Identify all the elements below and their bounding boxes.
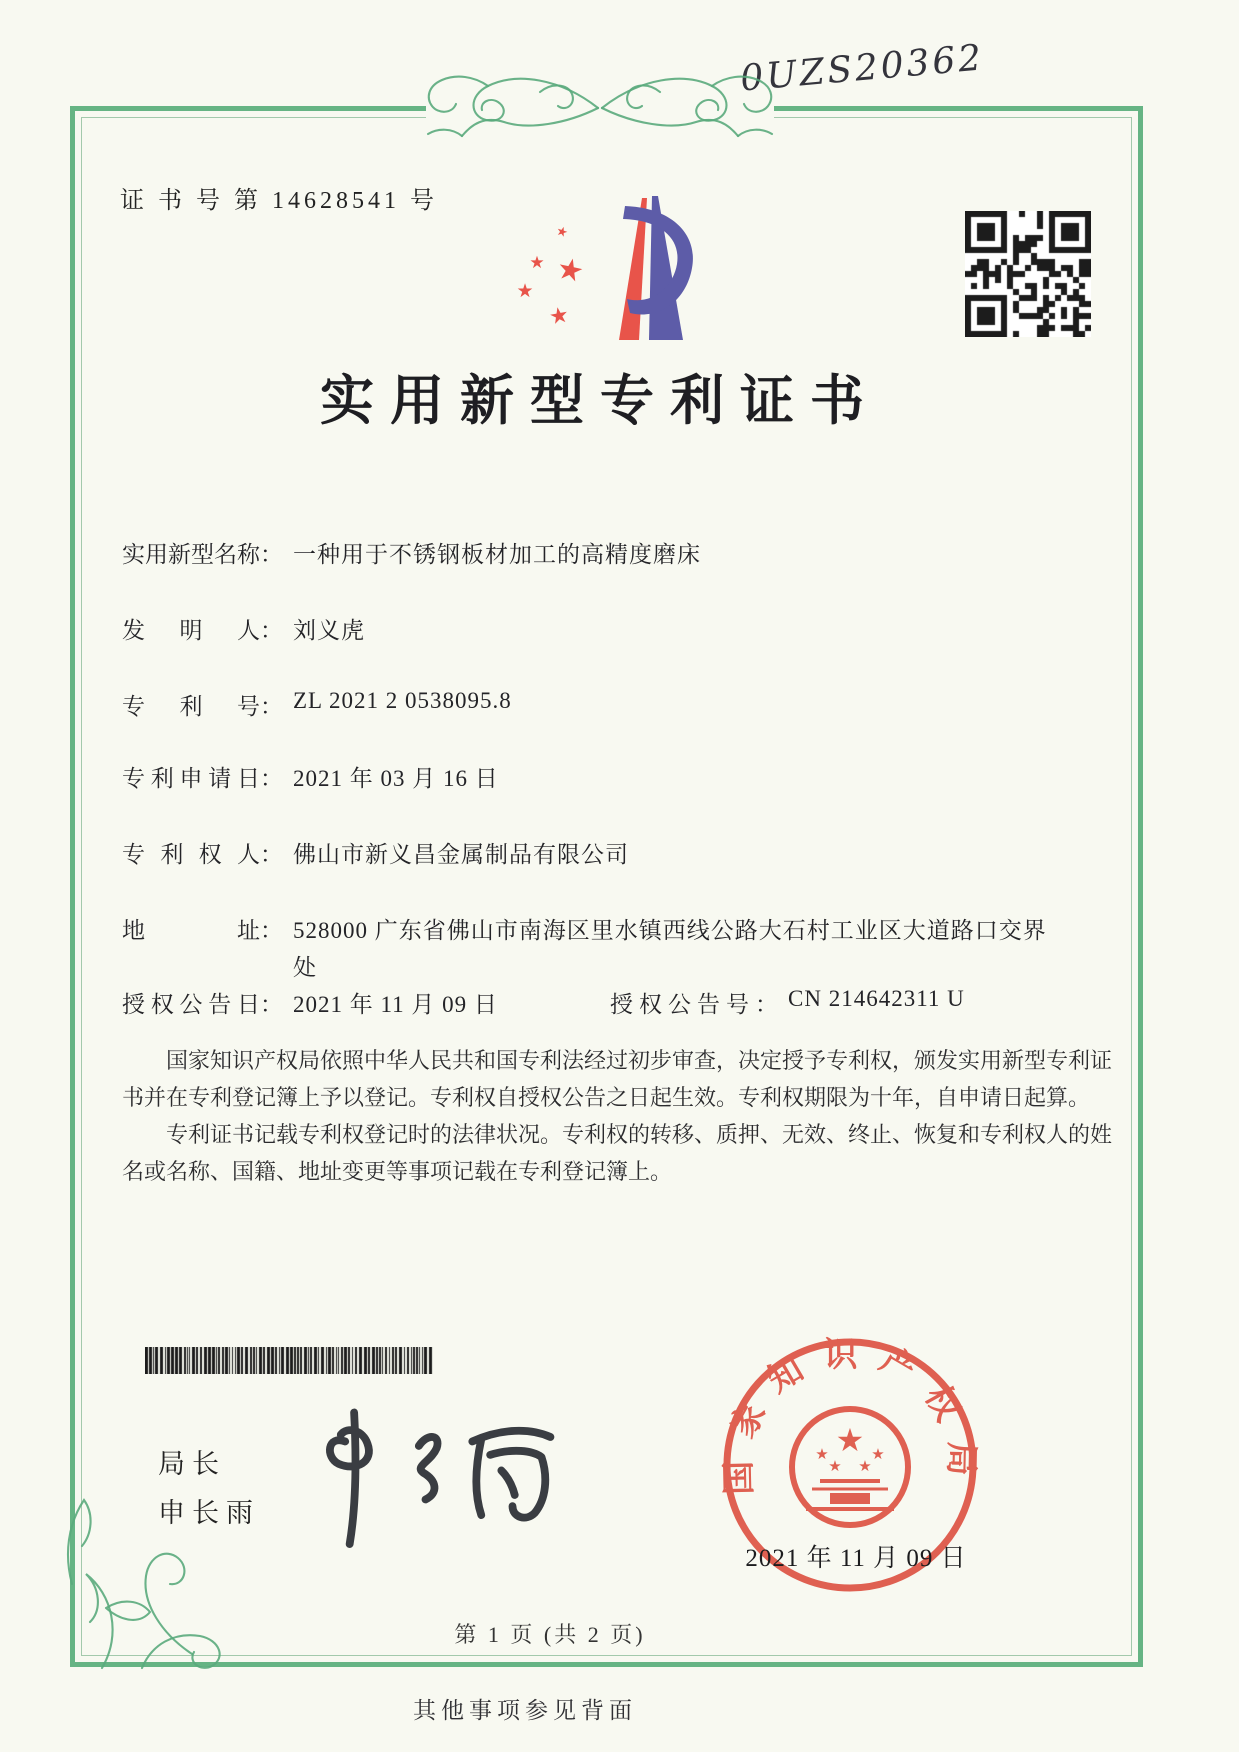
logo-stars <box>516 224 587 331</box>
field-row-address <box>122 912 1132 986</box>
field-colon: ： <box>260 766 283 791</box>
field-row-patent-number <box>122 688 1132 721</box>
field-row-filing-date <box>122 760 1132 793</box>
svg-text:★: ★ <box>871 1445 885 1463</box>
signatory-title: 局长 <box>158 1449 226 1480</box>
certificate-number: 证 书 号 第 14628541 号 <box>120 188 438 214</box>
field-label: 授权公告日 <box>122 992 260 1017</box>
handwritten-code: 0UZS20362 <box>738 37 986 100</box>
seal-arc-text: 国家知识产权局 <box>720 1337 980 1496</box>
national-emblem <box>792 1409 908 1525</box>
page-title: 实用新型专利证书 <box>320 371 880 431</box>
field-colon: ： <box>260 694 283 719</box>
svg-text:★: ★ <box>828 1457 842 1475</box>
svg-text:★: ★ <box>835 1421 865 1459</box>
field-value: 2021 年 03 月 16 日 <box>293 766 499 791</box>
svg-text:★: ★ <box>815 1445 829 1463</box>
field-colon: ： <box>260 918 283 943</box>
svg-text:★: ★ <box>516 280 534 302</box>
barcode <box>145 1347 435 1374</box>
field-label: 发明人 <box>122 618 260 643</box>
field-row-name <box>122 536 1132 569</box>
field-row-grant <box>122 986 1132 1019</box>
field-row-inventor <box>122 612 1132 645</box>
field-label: 专利权人 <box>122 842 260 867</box>
grant-number-label: 授权公告号 <box>610 992 755 1017</box>
field-label: 专利申请日 <box>122 766 260 791</box>
field-value: 528000 广东省佛山市南海区里水镇西线公路大石村工业区大道路口交界处 <box>293 918 1047 980</box>
svg-text:★: ★ <box>547 302 571 331</box>
signatory-name: 申长雨 <box>158 1498 260 1529</box>
svg-text:★: ★ <box>553 250 588 291</box>
svg-text:★: ★ <box>529 253 545 273</box>
field-colon: ： <box>260 542 283 567</box>
qr-code <box>965 211 1091 337</box>
field-colon: ： <box>755 992 778 1017</box>
grant-date-value: 2021 年 11 月 09 日 <box>293 992 498 1017</box>
svg-text:★: ★ <box>858 1457 872 1475</box>
field-label: 实用新型名称 <box>122 542 260 567</box>
dragon-ornament-top <box>420 62 780 146</box>
field-value: 刘义虎 <box>293 618 365 643</box>
cnipa-logo <box>492 192 697 344</box>
body-paragraph-2: 专利证书记载专利权登记时的法律状况。专利权的转移、质押、无效、终止、恢复和专利权人的姓名或名称、国籍、地址变更等事项记载在专利登记簿上。 <box>122 1122 1113 1184</box>
back-note: 其他事项参见背面 <box>413 1698 637 1723</box>
page-number: 第 1 页 (共 2 页) <box>454 1622 646 1647</box>
signatory-block <box>158 1440 260 1538</box>
legal-text <box>122 1042 1112 1190</box>
director-signature <box>310 1408 570 1553</box>
field-value: 佛山市新义昌金属制品有限公司 <box>293 842 629 867</box>
field-label: 地址 <box>122 918 260 943</box>
field-value: ZL 2021 2 0538095.8 <box>293 688 512 713</box>
body-paragraph-1: 国家知识产权局依照中华人民共和国专利法经过初步审查，决定授予专利权，颁发实用新型专利证书并在专利登记簿上予以登记。专利权自授权公告之日起生效。专利权期限为十年，自申请日起算。 <box>122 1048 1113 1110</box>
field-colon: ： <box>260 618 283 643</box>
svg-text:★: ★ <box>553 223 570 242</box>
field-colon: ： <box>260 992 283 1017</box>
field-colon: ： <box>260 842 283 867</box>
seal-date: 2021 年 11 月 09 日 <box>745 1545 967 1572</box>
grant-number-value: CN 214642311 U <box>788 986 965 1011</box>
field-label: 专利号 <box>122 694 260 719</box>
svg-text:国家知识产权局 <box>719 1336 979 1495</box>
field-value: 一种用于不锈钢板材加工的高精度磨床 <box>293 542 701 567</box>
field-row-patentee <box>122 836 1132 869</box>
